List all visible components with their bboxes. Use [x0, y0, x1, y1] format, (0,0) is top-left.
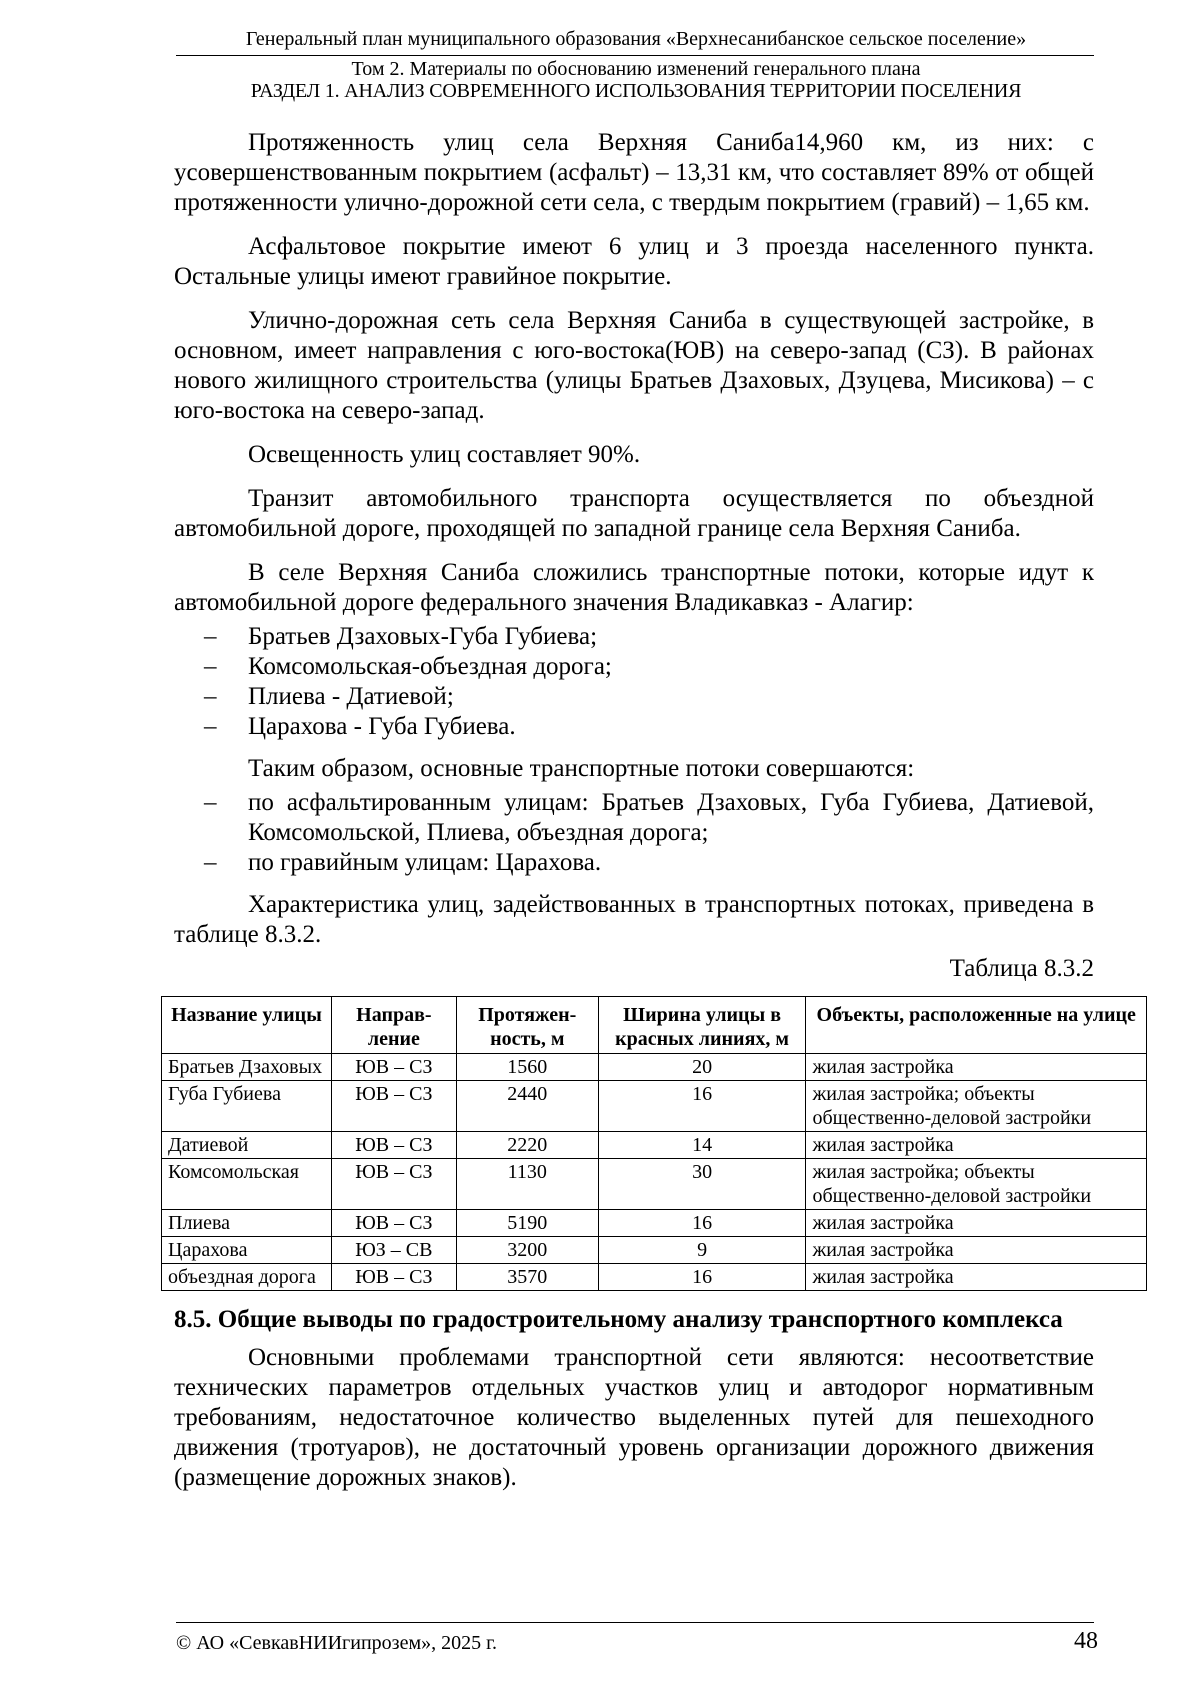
list-item: – по асфальтированным улицам: Братьев Дзаховых, Губа Губиева, Датиевой, Комсомольской, Плиева, объездная дорога;: [174, 788, 1094, 848]
cell-length: 3200: [456, 1237, 598, 1264]
document-body: [168, 128, 1136, 1507]
header-volume: Том 2. Материалы по обоснованию изменений генерального плана: [351, 58, 921, 80]
paragraph-table-ref: Характеристика улиц, задействованных в транспортных потоках, приведена в таблице 8.3.2.: [174, 891, 1094, 948]
header-title: Генеральный план муниципального образования «Верхнесанибанское сельское поселение»: [245, 28, 1027, 50]
cell-direction: ЮВ – СЗ: [331, 1081, 456, 1132]
cell-objects: жилая застройка; объекты общественно-деловой застройки: [806, 1081, 1147, 1132]
cell-length: 1560: [456, 1054, 598, 1081]
cell-direction: ЮВ – СЗ: [331, 1210, 456, 1237]
cell-length: 2220: [456, 1132, 598, 1159]
section-heading: 8.5. Общие выводы по градостроительному анализу транспортного комплекса: [174, 1306, 1063, 1333]
paragraph-conclusions: Основными проблемами транспортной сети являются: несоответствие технических параметров отдельных участков улиц и автодорог нормативным требованиям, недостаточное количество выделенных путей для пешеходного движения (тротуаров), не достаточный уровень организации дорожного движения (размещение дорожных знаков).: [174, 1344, 1094, 1491]
cell-name: Братьев Дзаховых: [162, 1054, 332, 1081]
cell-width: 9: [598, 1237, 806, 1264]
col-header-length: Протяжен-ность, м: [456, 997, 598, 1054]
cell-width: 14: [598, 1132, 806, 1159]
cell-name: Датиевой: [162, 1132, 332, 1159]
cell-name: Плиева: [162, 1210, 332, 1237]
table-row: [162, 1054, 1147, 1081]
list-item: – Плиева - Датиевой;: [174, 682, 1094, 712]
col-header-objects: Объекты, расположенные на улице: [806, 997, 1147, 1054]
cell-width: 16: [598, 1264, 806, 1291]
cell-name: Царахова: [162, 1237, 332, 1264]
cell-direction: ЮЗ – СВ: [331, 1237, 456, 1264]
cell-width: 16: [598, 1081, 806, 1132]
cell-objects: жилая застройка: [806, 1264, 1147, 1291]
table-row: [162, 1210, 1147, 1237]
paragraph-network-direction: Улично-дорожная сеть села Верхняя Саниба в существующей застройке, в основном, имеет направления с юго-востока(ЮВ) на северо-запад (СЗ). В районах нового жилищного строительства (улицы Братьев Дзаховых, Дзуцева, Мисикова) – с юго-востока на северо-запад.: [174, 307, 1094, 424]
header-rule: [176, 55, 1094, 56]
cell-width: 20: [598, 1054, 806, 1081]
cell-objects: жилая застройка: [806, 1132, 1147, 1159]
table-row: [162, 1264, 1147, 1291]
main-flows-list: [174, 788, 1094, 878]
cell-direction: ЮВ – СЗ: [331, 1159, 456, 1210]
col-header-direction: Направ-ление: [331, 997, 456, 1054]
cell-direction: ЮВ – СЗ: [331, 1132, 456, 1159]
list-item: – Братьев Дзаховых-Губа Губиева;: [174, 622, 1094, 652]
col-header-name: Название улицы: [162, 997, 332, 1054]
cell-width: 30: [598, 1159, 806, 1210]
table-header-row: [162, 997, 1147, 1054]
cell-length: 5190: [456, 1210, 598, 1237]
cell-direction: ЮВ – СЗ: [331, 1264, 456, 1291]
list-item: – Комсомольская-объездная дорога;: [174, 652, 1094, 682]
list-item: – Царахова - Губа Губиева.: [174, 712, 1094, 742]
header-section: РАЗДЕЛ 1. АНАЛИЗ СОВРЕМЕННОГО ИСПОЛЬЗОВАНИЯ ТЕРРИТОРИИ ПОСЕЛЕНИЯ: [250, 80, 1022, 102]
table-row: [162, 1159, 1147, 1210]
cell-objects: жилая застройка: [806, 1237, 1147, 1264]
cell-objects: жилая застройка; объекты общественно-деловой застройки: [806, 1159, 1147, 1210]
table-caption: Таблица 8.3.2: [949, 955, 1094, 982]
cell-direction: ЮВ – СЗ: [331, 1054, 456, 1081]
paragraph-transit: Транзит автомобильного транспорта осуществляется по объездной автомобильной дороге, проходящей по западной границе села Верхняя Саниба.: [174, 485, 1094, 542]
footer-copyright: © АО «СевкавНИИгипрозем», 2025 г.: [176, 1632, 498, 1654]
page-number: 48: [1074, 1628, 1098, 1654]
table-row: [162, 1237, 1147, 1264]
cell-name: Губа Губиева: [162, 1081, 332, 1132]
footer-rule: [176, 1622, 1094, 1623]
cell-length: 2440: [456, 1081, 598, 1132]
cell-objects: жилая застройка: [806, 1210, 1147, 1237]
paragraph-asphalt: Асфальтовое покрытие имеют 6 улиц и 3 проезда населенного пункта. Остальные улицы имеют гравийное покрытие.: [174, 233, 1094, 290]
cell-name: Комсомольская: [162, 1159, 332, 1210]
cell-length: 1130: [456, 1159, 598, 1210]
cell-length: 3570: [456, 1264, 598, 1291]
paragraph-main-flows-intro: Таким образом, основные транспортные потоки совершаются:: [248, 755, 915, 782]
col-header-width: Ширина улицы в красных линиях, м: [598, 997, 806, 1054]
flows-list: [174, 622, 1094, 742]
list-item: – по гравийным улицам: Царахова.: [174, 848, 1094, 878]
cell-objects: жилая застройка: [806, 1054, 1147, 1081]
table-row: [162, 1132, 1147, 1159]
cell-width: 16: [598, 1210, 806, 1237]
paragraph-street-length: Протяженность улиц села Верхняя Саниба14,960 км, из них: с усовершенствованным покрытием (асфальт) – 13,31 км, что составляет 89% от общей протяженности улично-дорожной сети села, с твердым покрытием (гравий) – 1,65 км.: [174, 129, 1094, 216]
cell-name: объездная дорога: [162, 1264, 332, 1291]
streets-table: [161, 996, 1147, 1291]
table-row: [162, 1081, 1147, 1132]
paragraph-lighting: Освещенность улиц составляет 90%.: [248, 441, 641, 468]
paragraph-flows-intro: В селе Верхняя Саниба сложились транспортные потоки, которые идут к автомобильной дороге федерального значения Владикавказ - Алагир:: [174, 559, 1094, 616]
